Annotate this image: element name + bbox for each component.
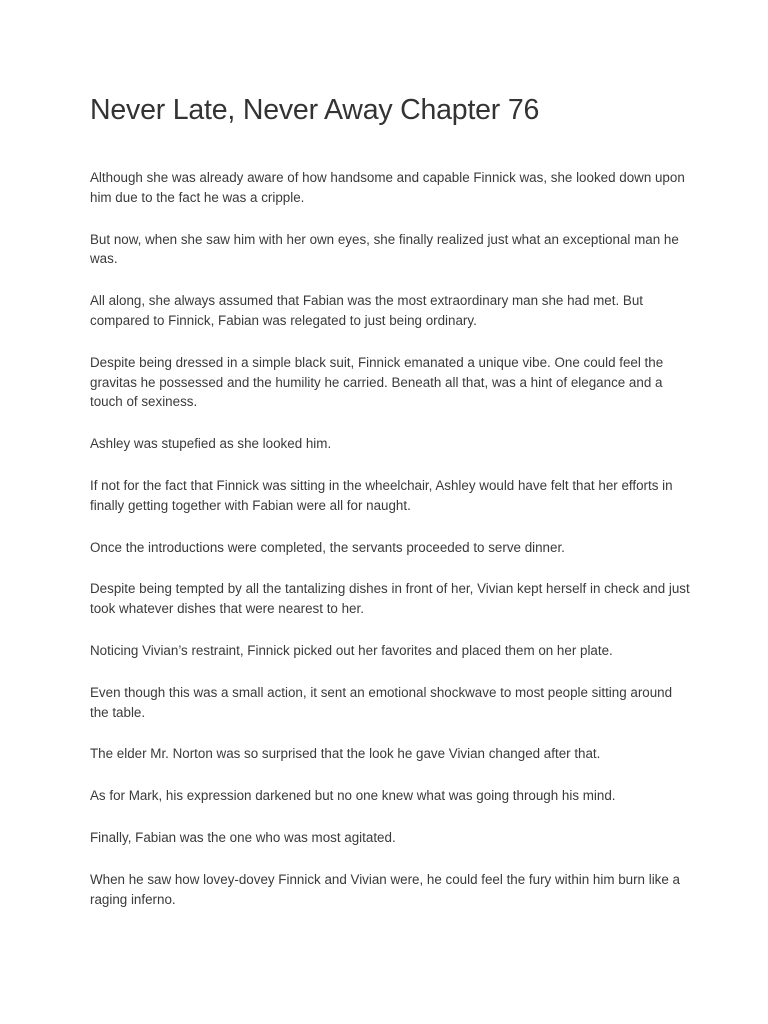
paragraph: All along, she always assumed that Fabian was the most extraordinary man she had met. But compared to Finnick, Fabian was relegated to just being ordinary. bbox=[90, 293, 644, 328]
chapter-body bbox=[90, 168, 690, 931]
paragraph: As for Mark, his expression darkened but no one knew what was going through his mind. bbox=[90, 788, 616, 804]
paragraph: If not for the fact that Finnick was sitting in the wheelchair, Ashley would have felt that her efforts in finally getting together with Fabian were all for naught. bbox=[90, 477, 673, 513]
paragraph: Despite being tempted by all the tantalizing dishes in front of her, Vivian kept herself in check and just took whatever dishes that were nearest to her. bbox=[90, 581, 690, 617]
paragraph: Even though this was a small action, it sent an emotional shockwave to most people sitting around the table. bbox=[90, 684, 673, 720]
paragraph: The elder Mr. Norton was so surprised that the look he gave Vivian changed after that. bbox=[90, 746, 601, 762]
paragraph: Despite being dressed in a simple black suit, Finnick emanated a unique vibe. One could feel the gravitas he possessed and the humility he carried. Beneath all that, was a hint of elegance and a touch of sexiness. bbox=[90, 354, 664, 410]
paragraph: Noticing Vivian’s restraint, Finnick picked out her favorites and placed them on her plate. bbox=[90, 642, 613, 658]
paragraph: Once the introductions were completed, the servants proceeded to serve dinner. bbox=[90, 539, 565, 555]
paragraph: Finally, Fabian was the one who was most agitated. bbox=[90, 829, 396, 845]
chapter-title: Never Late, Never Away Chapter 76 bbox=[90, 94, 540, 126]
paragraph: Ashley was stupefied as she looked him. bbox=[90, 436, 332, 452]
paragraph: But now, when she saw him with her own eyes, she finally realized just what an exceptional man he was. bbox=[90, 231, 679, 267]
paragraph: When he saw how lovey-dovey Finnick and Vivian were, he could feel the fury within him burn like a raging inferno. bbox=[90, 871, 680, 907]
paragraph: Although she was already aware of how handsome and capable Finnick was, she looked down upon him due to the fact he was a cripple. bbox=[90, 170, 685, 205]
